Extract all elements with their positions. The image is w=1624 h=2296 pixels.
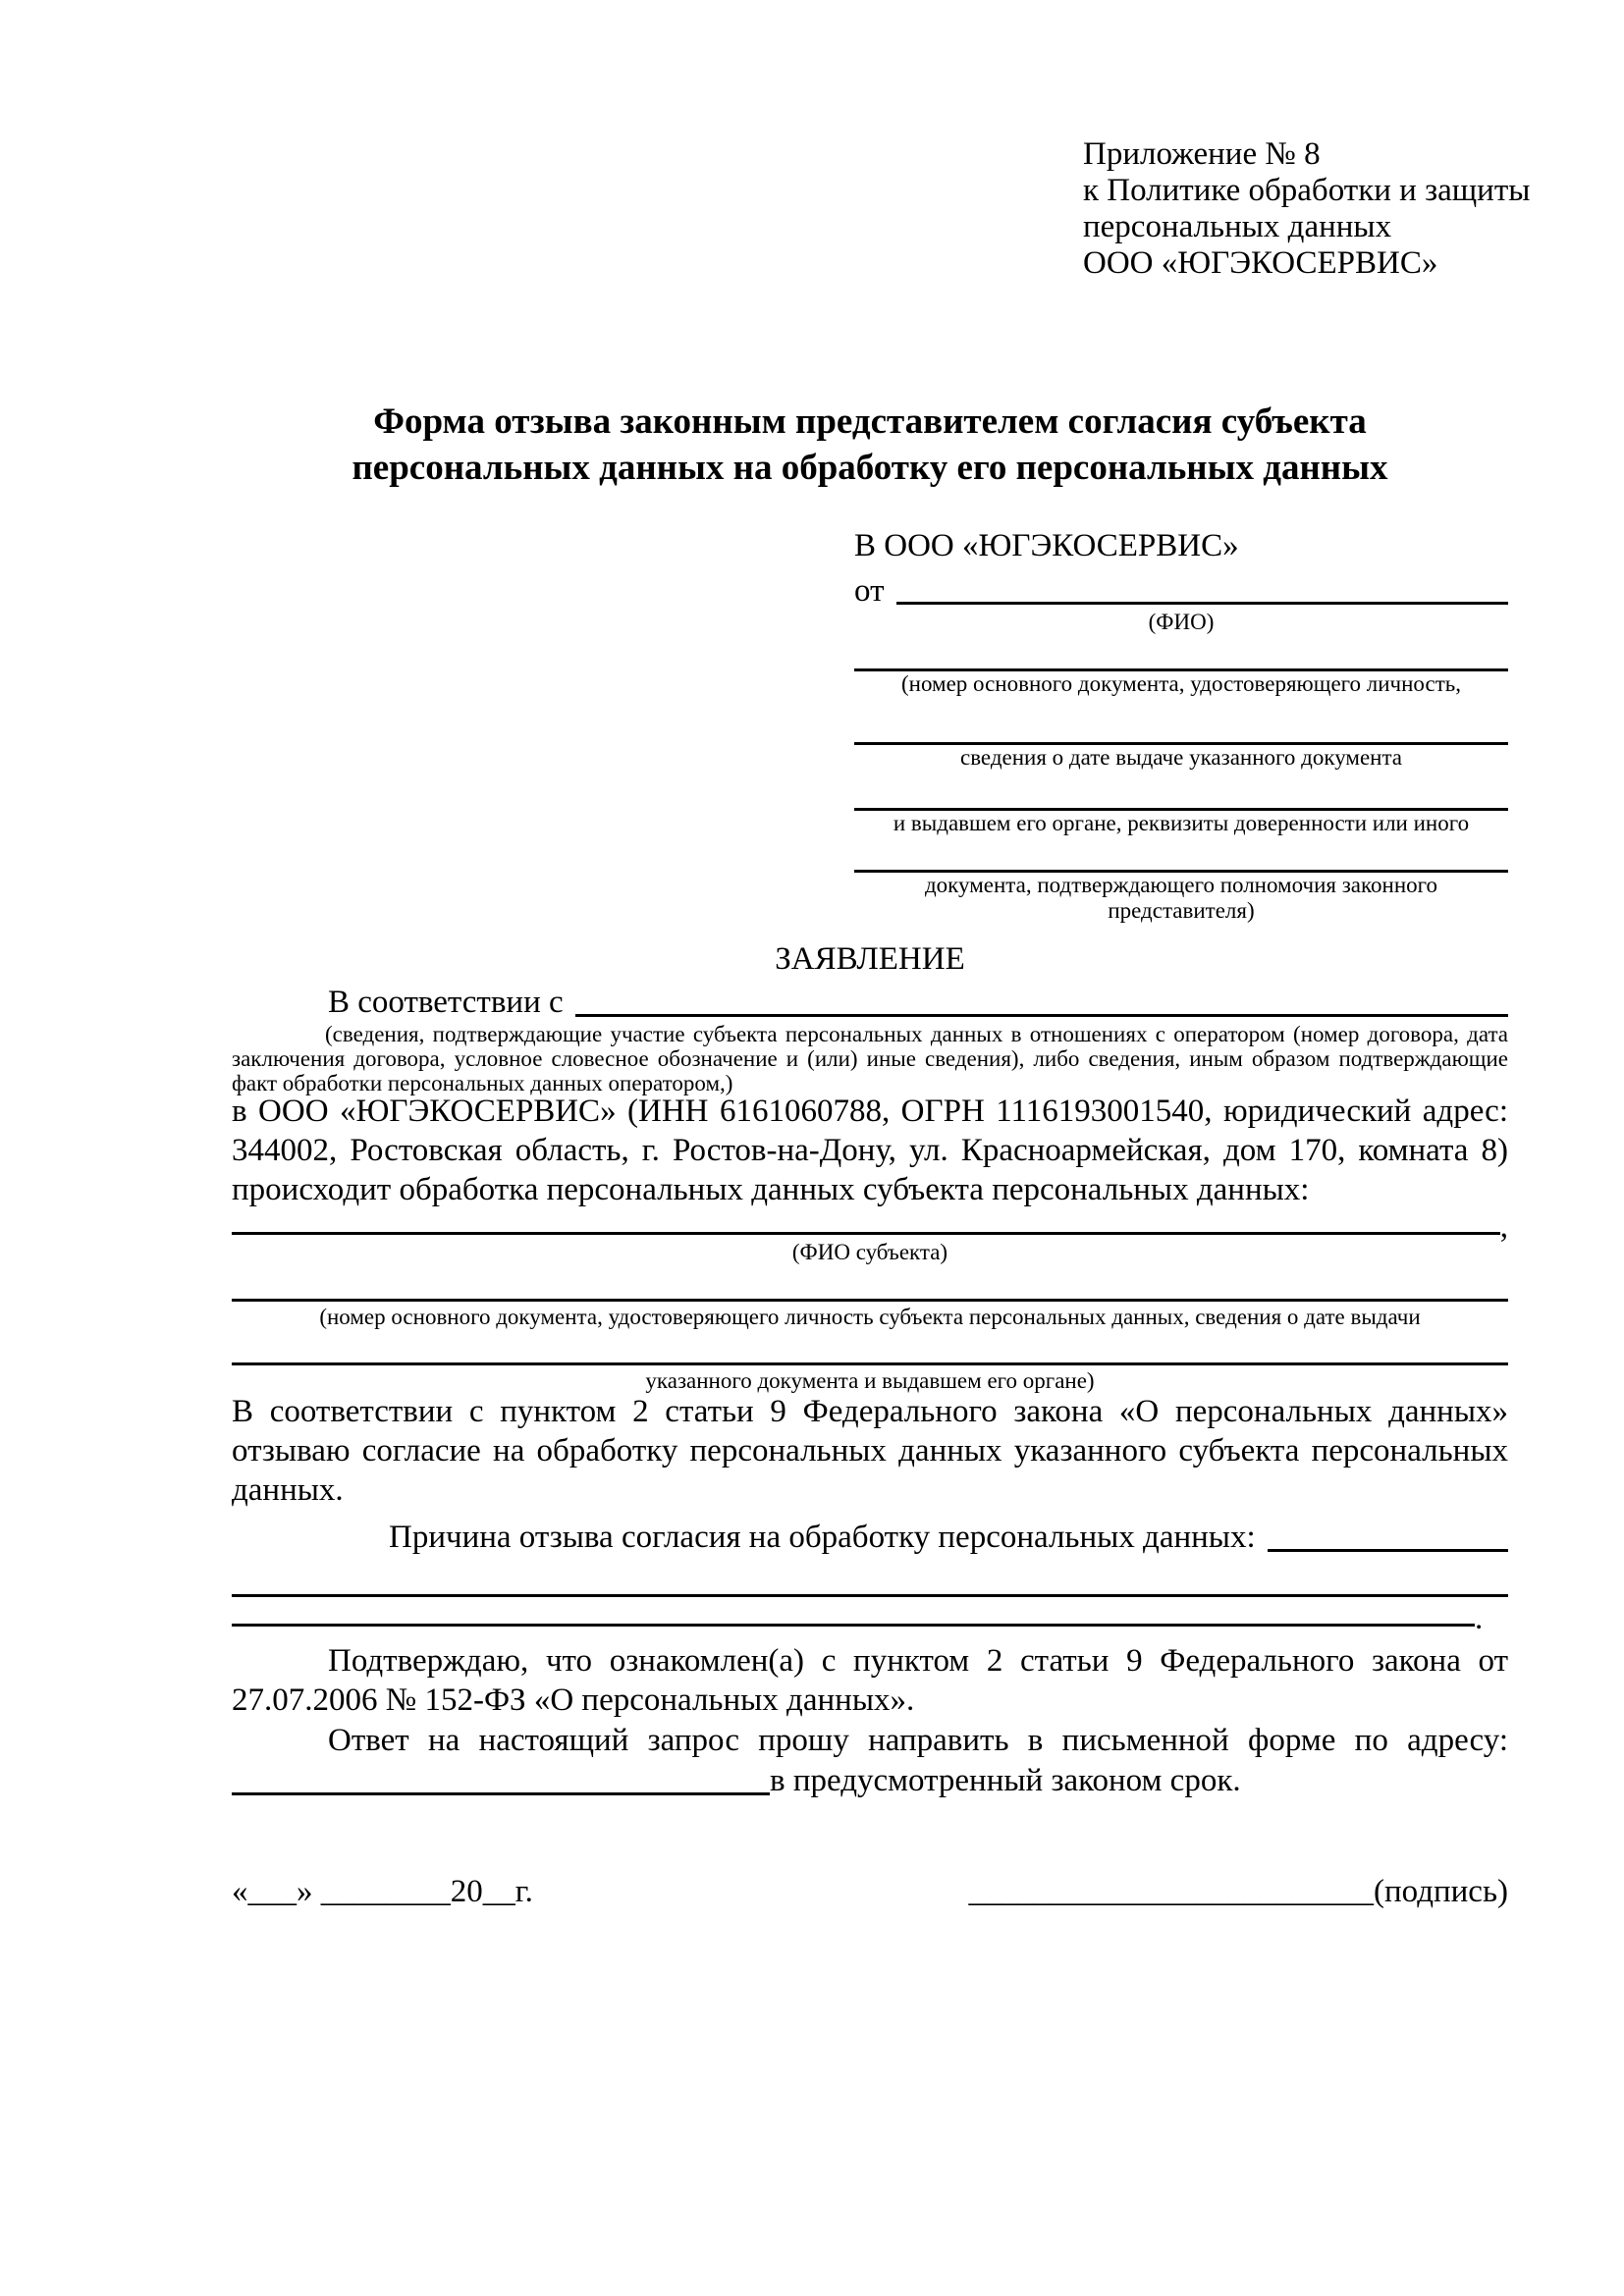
reason-field-line-2[interactable] [232, 1571, 1508, 1597]
from-row [854, 572, 1508, 610]
caption-subject-doc-2: указанного документа и выдавшем его органе) [645, 1368, 1095, 1393]
subject-fio-field[interactable] [232, 1232, 1500, 1235]
caption-fio: (ФИО) [1148, 610, 1215, 634]
reply-address-row [232, 1761, 1508, 1800]
intro-prefix: В соответствии с [328, 985, 564, 1020]
appendix-line: к Политике обработки и защиты [1083, 173, 1531, 208]
relationship-details-field[interactable] [575, 1014, 1508, 1017]
caption-fio-subject: (ФИО субъекта) [791, 1240, 948, 1264]
signature-group [969, 1872, 1509, 1911]
intro-row [232, 983, 1508, 1022]
reason-field[interactable] [1268, 1549, 1508, 1552]
document-title-line: персональных данных на обработку его персональных данных [352, 448, 1388, 488]
from-label: от [854, 573, 885, 609]
appendix-line: персональных данных [1083, 209, 1392, 244]
representative-doc-field-3[interactable] [854, 771, 1508, 811]
acknowledge-paragraph: Подтверждаю, что ознакомлен(а) с пунктом 2 статьи 9 Федерального закона от 27.07.2006 № 152-ФЗ «О персональных данных». [232, 1643, 1508, 1718]
comma-text: , [1499, 1209, 1508, 1245]
caption-doc-4: документа, подтверждающего полномочия законного представителя) [924, 873, 1437, 923]
caption-subject-doc-1: (номер основного документа, удостоверяющего личность субъекта персональных данных, сведения о дате выдачи [319, 1305, 1421, 1329]
reason-row-3 [232, 1601, 1508, 1636]
caption-doc-2: сведения о дате выдаче указанного документа [959, 745, 1403, 770]
addressee-block [854, 527, 1508, 924]
reason-row [232, 1518, 1508, 1557]
appendix-line: Приложение № 8 [1083, 136, 1321, 172]
caption-doc-1: (номер основного документа, удостоверяющего личность, [900, 671, 1461, 696]
representative-doc-field-2[interactable] [854, 697, 1508, 745]
subject-fio-row [232, 1209, 1508, 1245]
period-text: . [1475, 1601, 1484, 1636]
caption-doc-3: и выдавшем его органе, реквизиты доверенности или иного [893, 811, 1470, 835]
document-title-line: Форма отзыва законным представителем согласия субъекта [373, 401, 1367, 442]
addressee-to: В ООО «ЮГЭКОСЕРВИС» [854, 528, 1239, 563]
date-field[interactable]: «___» ________20__г. [232, 1874, 533, 1909]
reply-paragraph: Ответ на настоящий запрос прошу направить в письменной форме по адресу: [328, 1723, 1508, 1758]
representative-fio-field[interactable] [896, 602, 1509, 605]
appendix-block [1083, 136, 1530, 282]
reply-address-field[interactable] [232, 1792, 770, 1795]
appendix-line: ООО «ЮГЭКОСЕРВИС» [1083, 245, 1438, 281]
intro-caption: (сведения, подтверждающие участие субъекта персональных данных в отношениях с оператором (номер договора, дата заключения договора, условное словесное обозначение и (или) иные сведения), либо сведения, иным образом подтверждающие факт обработки персональных данных оператором,) [232, 1022, 1508, 1095]
statement-heading: ЗАЯВЛЕНИЕ [775, 941, 965, 977]
reply-suffix: в предусмотренный законом срок. [770, 1763, 1241, 1798]
operator-paragraph: в ООО «ЮГЭКОСЕРВИС» (ИНН 6161060788, ОГРН 1116193001540, юридический адрес: 344002, Ростовская область, г. Ростов-на-Дону, ул. Красноармейская, дом 170, комната 8) происходит обработка персональных данных субъекта персональных данных: [232, 1094, 1508, 1207]
signature-field[interactable]: _________________________ [968, 1874, 1374, 1909]
signature-row [232, 1872, 1508, 1911]
document-title [232, 399, 1508, 491]
representative-doc-field-1[interactable] [854, 635, 1508, 671]
signature-caption: (подпись) [1374, 1874, 1508, 1909]
subject-doc-field-2[interactable] [232, 1339, 1508, 1365]
withdrawal-paragraph: В соответствии с пунктом 2 статьи 9 Федерального закона «О персональных данных» отзываю согласие на обработку персональных данных указанного субъекта персональных данных. [232, 1394, 1508, 1508]
reason-field-line-3[interactable] [232, 1624, 1475, 1627]
subject-doc-field-1[interactable] [232, 1275, 1508, 1302]
representative-doc-field-4[interactable] [854, 836, 1508, 873]
reason-prefix: Причина отзыва согласия на обработку персональных данных: [389, 1520, 1256, 1555]
